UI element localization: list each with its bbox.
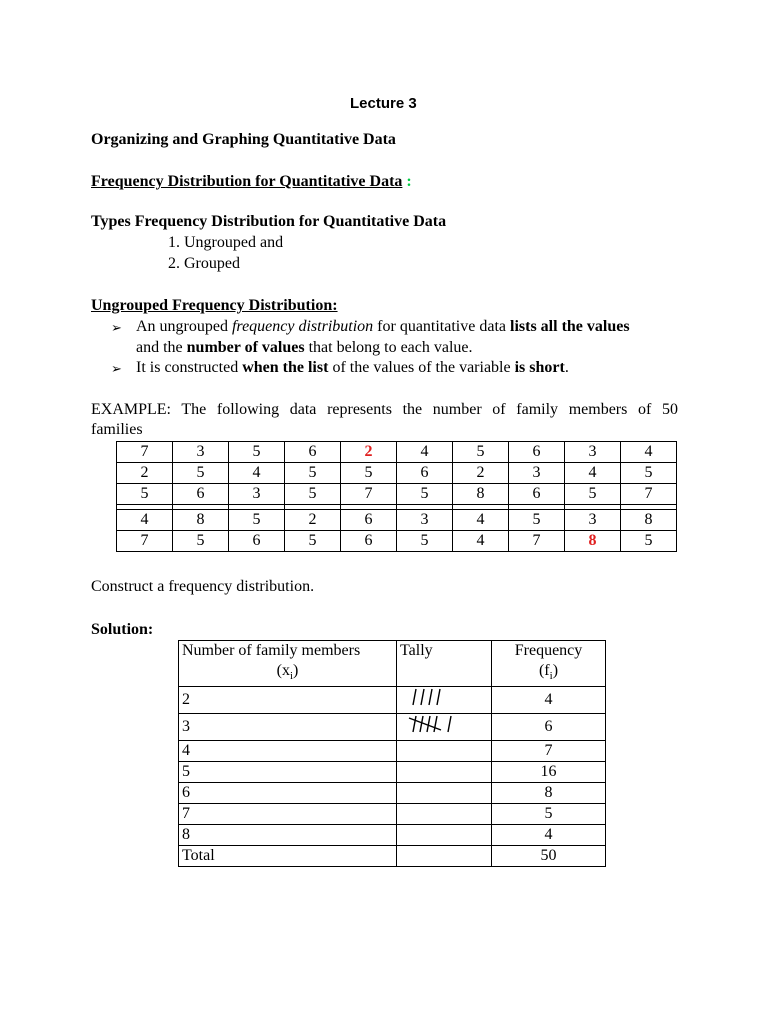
table-header-row: [179, 641, 606, 687]
data-cell: 5: [229, 510, 285, 531]
freq-heading: [91, 173, 412, 191]
tally-cell: [397, 846, 492, 867]
instruction-text: Construct a frequency distribution.: [91, 578, 315, 595]
header-symbol: [495, 661, 602, 686]
subscript: i: [549, 670, 553, 683]
data-cell: 4: [453, 510, 509, 531]
table-row: [117, 463, 677, 484]
value-cell: 8: [179, 825, 397, 846]
frequency-cell: 8: [492, 783, 606, 804]
text: ): [293, 662, 299, 679]
text: ): [552, 662, 559, 679]
data-cell: 5: [285, 463, 341, 484]
bullet-2: [136, 359, 569, 377]
data-cell: 5: [229, 442, 285, 463]
table-total-row: [179, 846, 606, 867]
data-cell: 3: [173, 442, 229, 463]
data-cell: 5: [397, 531, 453, 552]
frequency-table: [178, 640, 606, 867]
data-cell: 4: [229, 463, 285, 484]
data-cell: 4: [621, 442, 677, 463]
types-heading: Types Frequency Distribution for Quantitative Data: [91, 213, 447, 230]
data-cell: 3: [565, 510, 621, 531]
data-cell: 4: [453, 531, 509, 552]
value-cell: 5: [179, 762, 397, 783]
text: of the values of the variable: [328, 359, 515, 376]
solution-label: Solution:: [91, 621, 154, 638]
total-value: 50: [492, 846, 606, 867]
tally-cell: [397, 804, 492, 825]
data-cell: 2: [285, 510, 341, 531]
frequency-cell: 16: [492, 762, 606, 783]
data-cell: 5: [285, 531, 341, 552]
data-cell: 6: [509, 442, 565, 463]
type-item: 1. Ungrouped and: [168, 234, 284, 251]
text: An ungrouped: [136, 318, 232, 335]
table-row: [117, 442, 677, 463]
table-row: [179, 783, 606, 804]
data-cell: 5: [341, 463, 397, 484]
tally-cell: [397, 687, 492, 714]
tally-marks-icon: [400, 687, 460, 707]
frequency-cell: 7: [492, 741, 606, 762]
data-cell: 6: [397, 463, 453, 484]
value-cell: 7: [179, 804, 397, 825]
bullet-1-line-2: [136, 339, 473, 357]
header-text: Number of family members: [182, 642, 361, 659]
text: for quantitative data: [373, 318, 510, 335]
tally-cell: [397, 783, 492, 804]
data-cell: 3: [397, 510, 453, 531]
bullet-1-line-1: [136, 318, 630, 336]
data-cell: 5: [621, 463, 677, 484]
data-cell: 6: [229, 531, 285, 552]
data-cell: 8: [621, 510, 677, 531]
bold-text: is short: [514, 359, 565, 376]
example-line-2: families: [91, 421, 143, 438]
tally-marks-icon: [400, 714, 470, 734]
data-cell: 5: [173, 531, 229, 552]
table-row: [117, 484, 677, 505]
tally-cell: [397, 714, 492, 741]
arrow-bullet-icon: ➢: [111, 320, 122, 335]
text: that belong to each value.: [304, 339, 473, 356]
frequency-cell: 4: [492, 825, 606, 846]
text: .: [564, 359, 569, 376]
column-header-frequency: [492, 641, 606, 687]
data-cell: 3: [509, 463, 565, 484]
example-line-1: EXAMPLE: The following data represents the number of family members of 50: [91, 401, 678, 418]
text: It is constructed: [136, 359, 243, 376]
freq-heading-text: Frequency Distribution for Quantitative Data: [91, 173, 403, 190]
data-cell: 8: [453, 484, 509, 505]
table-row: [117, 510, 677, 531]
subscript: i: [289, 670, 294, 683]
data-cell: 5: [173, 463, 229, 484]
bold-text: lists all the values: [510, 318, 630, 335]
frequency-cell: 4: [492, 687, 606, 714]
data-cell: 6: [285, 442, 341, 463]
data-cell: 7: [117, 442, 173, 463]
frequency-cell: 6: [492, 714, 606, 741]
text: and the: [136, 339, 187, 356]
data-cell: 6: [341, 531, 397, 552]
highlighted-data-cell: 2: [341, 442, 397, 463]
arrow-bullet-icon: ➢: [111, 361, 122, 376]
data-cell: 5: [621, 531, 677, 552]
table-row: [179, 804, 606, 825]
data-cell: 6: [341, 510, 397, 531]
tally-cell: [397, 762, 492, 783]
table-row: [179, 687, 606, 714]
data-cell: 5: [117, 484, 173, 505]
data-cell: 3: [565, 442, 621, 463]
raw-data-table: [116, 441, 677, 552]
frequency-cell: 5: [492, 804, 606, 825]
lecture-number: Lecture 3: [350, 95, 417, 112]
value-cell: 2: [179, 687, 397, 714]
data-cell: 6: [173, 484, 229, 505]
data-cell: 5: [453, 442, 509, 463]
data-cell: 7: [621, 484, 677, 505]
data-cell: 8: [173, 510, 229, 531]
value-cell: 3: [179, 714, 397, 741]
value-cell: 4: [179, 741, 397, 762]
data-cell: 4: [117, 510, 173, 531]
data-cell: 4: [565, 463, 621, 484]
highlighted-data-cell: 8: [565, 531, 621, 552]
data-cell: 6: [509, 484, 565, 505]
data-cell: 5: [285, 484, 341, 505]
table-row: [179, 714, 606, 741]
data-cell: 7: [341, 484, 397, 505]
text: (f: [538, 662, 550, 679]
data-cell: 5: [565, 484, 621, 505]
table-row: [179, 762, 606, 783]
data-cell: 3: [229, 484, 285, 505]
text: (x: [276, 662, 290, 679]
column-header-x: [179, 641, 397, 687]
table-row: [179, 825, 606, 846]
bold-text: when the list: [242, 359, 329, 376]
table-row: [117, 531, 677, 552]
header-text: Frequency: [514, 642, 583, 659]
document-title: Organizing and Graphing Quantitative Data: [91, 131, 396, 148]
freq-heading-colon: :: [406, 173, 412, 190]
table-row: [179, 741, 606, 762]
column-header-tally: Tally: [397, 641, 492, 687]
type-item: 2. Grouped: [168, 255, 240, 272]
tally-cell: [397, 741, 492, 762]
total-label: Total: [179, 846, 397, 867]
data-cell: 2: [117, 463, 173, 484]
data-cell: 4: [397, 442, 453, 463]
value-cell: 6: [179, 783, 397, 804]
emphasis: frequency distribution: [231, 318, 374, 335]
data-cell: 7: [117, 531, 173, 552]
data-cell: 2: [453, 463, 509, 484]
data-cell: 5: [397, 484, 453, 505]
header-symbol: [182, 661, 393, 686]
tally-cell: [397, 825, 492, 846]
bold-text: number of values: [186, 339, 305, 356]
ungrouped-heading: Ungrouped Frequency Distribution:: [91, 297, 338, 314]
data-cell: 5: [509, 510, 565, 531]
data-cell: 7: [509, 531, 565, 552]
